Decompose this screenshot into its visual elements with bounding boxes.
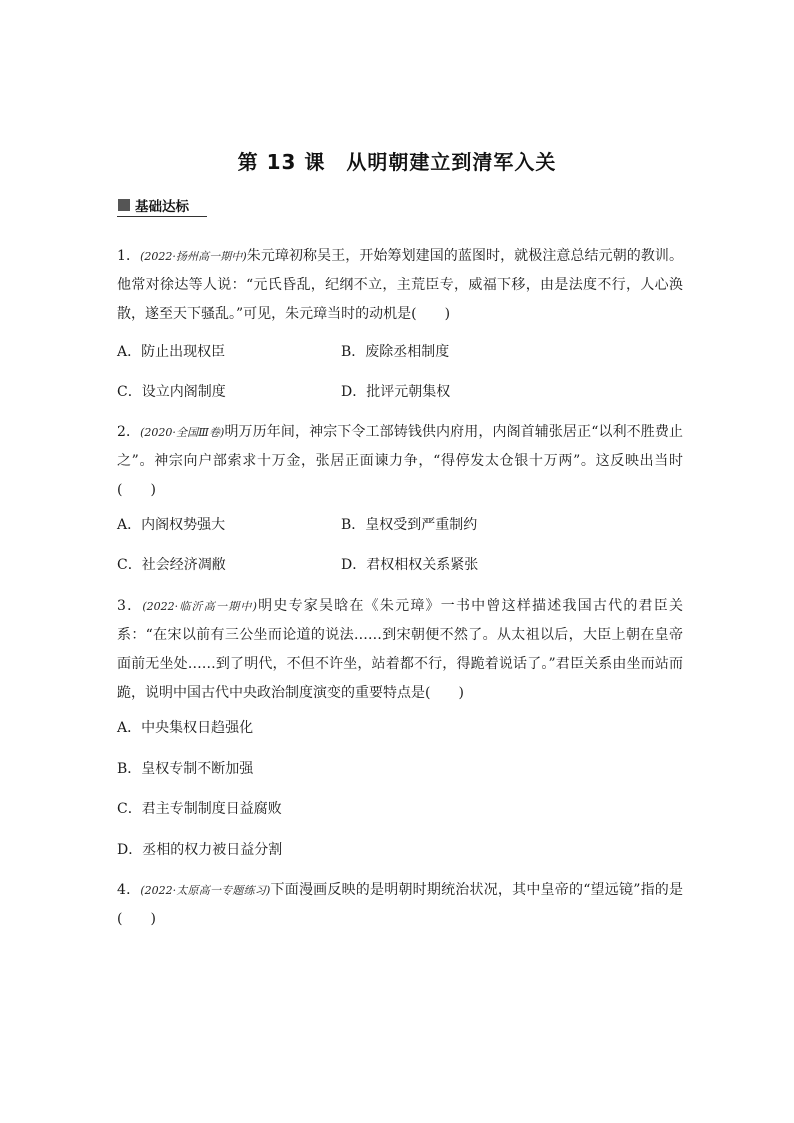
option-c: C．设立内阁制度 — [117, 384, 226, 400]
question-source: (2022·临沂高一期中) — [142, 600, 257, 613]
question-4 — [117, 876, 683, 934]
option-b: B．废除丞相制度 — [341, 344, 450, 360]
option-c: C．君主专制制度日益腐败 — [117, 801, 282, 817]
question-text: 下面漫画反映的是明朝时期统治状况，其中皇帝的“望远镜”指的是( ) — [117, 882, 683, 927]
question-2 — [117, 418, 683, 505]
square-bullet-icon — [118, 199, 130, 211]
question-number: 2． — [117, 424, 141, 440]
option-b: B．皇权受到严重制约 — [341, 517, 478, 533]
question-text: 明史专家吴晗在《朱元璋》一书中曾这样描述我国古代的君臣关系：“在宋以前有三公坐而论道的说法……到宋朝便不然了。从太祖以后，大臣上朝在皇帝面前无坐处……到了明代，不但不许坐，站着都不行，得跪着说话了。”君臣关系由坐而站而跪，说明中国古代中央政治制度演变的重要特点是( ) — [117, 598, 683, 701]
section-heading — [117, 194, 207, 217]
question-source: (2020·全国Ⅲ卷) — [140, 426, 225, 439]
option-b: B．皇权专制不断加强 — [117, 761, 254, 777]
page-title: 第 13 课 从明朝建立到清军入关 — [237, 150, 557, 174]
question-text: 朱元璋初称吴王，开始筹划建国的蓝图时，就极注意总结元朝的教训。他常对徐达等人说：“元氏昏乱，纪纲不立，主荒臣专，威福下移，由是法度不行，人心涣散，遂至天下骚乱。”可见，朱元璋当时的动机是( ) — [117, 248, 683, 322]
option-d: D．君权相权关系紧张 — [341, 557, 479, 573]
question-1 — [117, 242, 683, 329]
option-a: A．中央集权日趋强化 — [117, 720, 254, 736]
option-c: C．社会经济凋敝 — [117, 557, 226, 573]
question-3 — [117, 592, 683, 708]
option-d: D．丞相的权力被日益分割 — [117, 842, 283, 858]
question-number: 4． — [117, 882, 141, 898]
question-number: 1． — [117, 248, 141, 264]
question-number: 3． — [117, 598, 143, 614]
option-d: D．批评元朝集权 — [341, 384, 451, 400]
option-a: A．防止出现权臣 — [117, 344, 226, 360]
option-a: A．内阁权势强大 — [117, 517, 226, 533]
question-source: (2022·扬州高一期中) — [140, 250, 247, 263]
question-source: (2022·太原高一专题练习) — [140, 884, 271, 897]
question-text: 明万历年间，神宗下令工部铸钱供内府用，内阁首辅张居正“以利不胜费止之”。神宗向户部索求十万金，张居正面谏力争，“得停发太仓银十万两”。这反映出当时( ) — [117, 424, 683, 498]
section-heading-label: 基础达标 — [135, 199, 189, 215]
